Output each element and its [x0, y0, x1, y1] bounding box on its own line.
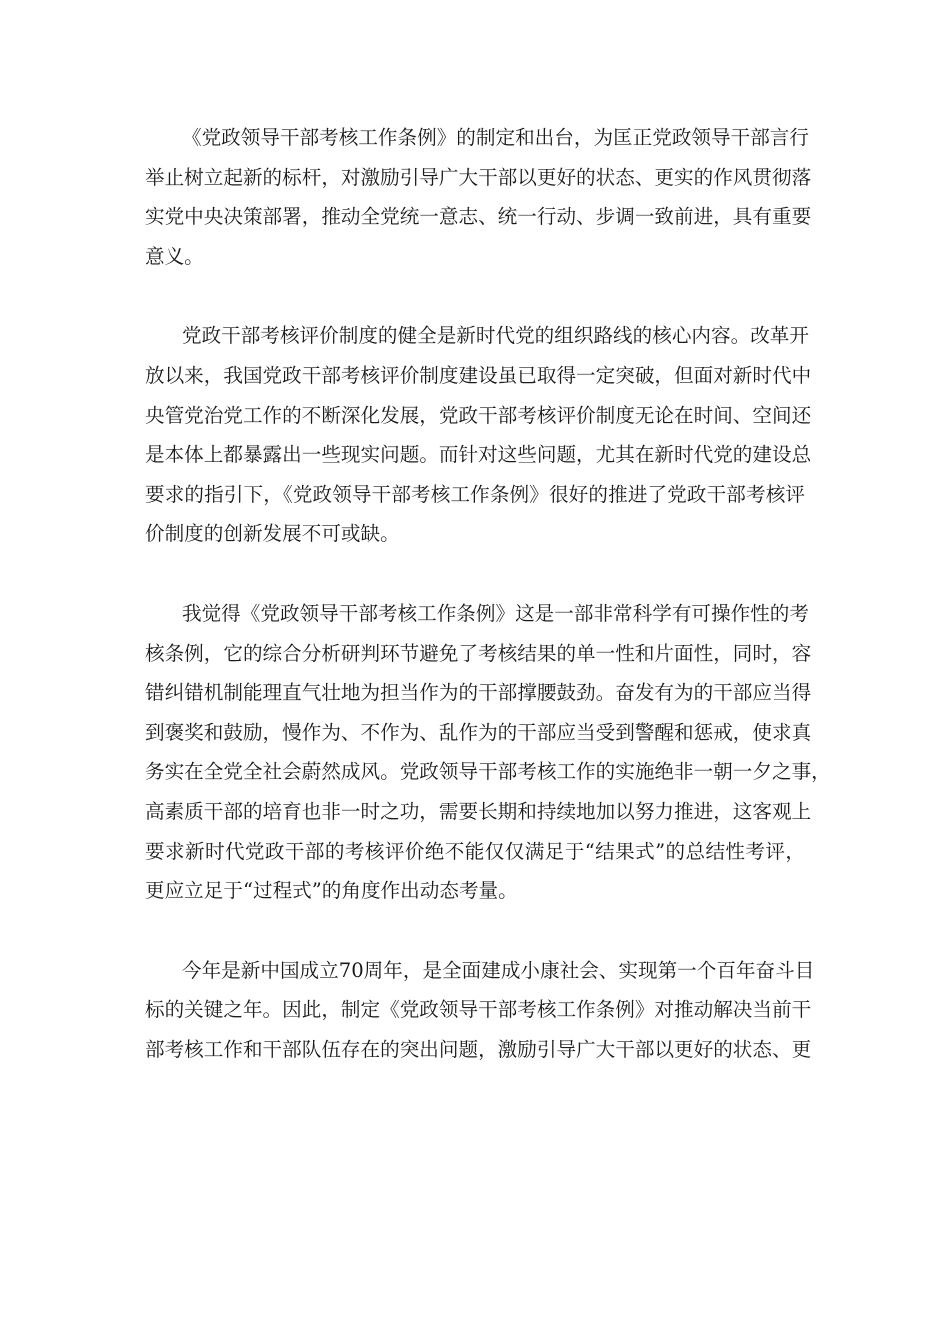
paragraph-line: 意义。 — [145, 244, 204, 268]
paragraph-line: 我觉得《党政领导干部考核工作条例》这是一部非常科学有可操作性的考 — [182, 601, 809, 625]
paragraph-spacer — [145, 276, 805, 316]
paragraph-line: 更应立足于“过程式”的角度作出动态考量。 — [145, 879, 518, 903]
paragraph-3 — [145, 594, 831, 911]
paragraph-4 — [145, 951, 815, 1070]
document-body — [145, 118, 831, 1069]
paragraph-line: 是本体上都暴露出一些现实问题。而针对这些问题，尤其在新时代党的建设总 — [145, 443, 812, 467]
paragraph-line: 要求的指引下，《党政领导干部考核工作条例》很好的推进了党政干部考核评 — [145, 482, 805, 506]
paragraph-2 — [145, 316, 812, 554]
paragraph-line: 价制度的创新发展不可或缺。 — [145, 522, 400, 546]
paragraph-line: 《党政领导干部考核工作条例》的制定和出台，为匡正党政领导干部言行 — [182, 126, 809, 149]
paragraph-line: 放以来，我国党政干部考核评价制度建设虽已取得一定突破，但面对新时代中 — [145, 363, 812, 387]
paragraph-line: 务实在全党全社会蔚然成风。党政领导干部考核工作的实施绝非一朝一夕之事， — [145, 760, 831, 784]
paragraph-spacer — [145, 911, 805, 951]
paragraph-line: 高素质干部的培育也非一时之功，需要长期和持续地加以努力推进，这客观上 — [145, 799, 812, 823]
paragraph-line: 标的关键之年。因此，制定《党政领导干部考核工作条例》对推动解决当前干 — [145, 998, 812, 1022]
paragraph-line: 部考核工作和干部队伍存在的突出问题，激励引导广大干部以更好的状态、更 — [145, 1037, 812, 1061]
paragraph-line: 党政干部考核评价制度的健全是新时代党的组织路线的核心内容。改革开 — [182, 324, 809, 348]
paragraph-1 — [145, 118, 812, 276]
paragraph-line: 错纠错机制能理直气壮地为担当作为的干部撑腰鼓劲。奋发有为的干部应当得 — [145, 681, 812, 705]
paragraph-line: 今年是新中国成立70周年，是全面建成小康社会、实现第一个百年奋斗目 — [182, 958, 815, 982]
paragraph-line: 到褒奖和鼓励，慢作为、不作为、乱作为的干部应当受到警醒和惩戒，使求真 — [145, 720, 812, 744]
paragraph-line: 要求新时代党政干部的考核评价绝不能仅仅满足于“结果式”的总结性考评， — [145, 839, 805, 863]
paragraph-line: 实党中央决策部署，推动全党统一意志、统一行动、步调一致前进，具有重要 — [145, 205, 812, 229]
paragraph-spacer — [145, 554, 805, 594]
paragraph-line: 央管党治党工作的不断深化发展，党政干部考核评价制度无论在时间、空间还 — [145, 403, 812, 427]
paragraph-line: 核条例，它的综合分析研判环节避免了考核结果的单一性和片面性，同时，容 — [145, 641, 812, 665]
paragraph-line: 举止树立起新的标杆，对激励引导广大干部以更好的状态、更实的作风贯彻落 — [145, 165, 812, 189]
